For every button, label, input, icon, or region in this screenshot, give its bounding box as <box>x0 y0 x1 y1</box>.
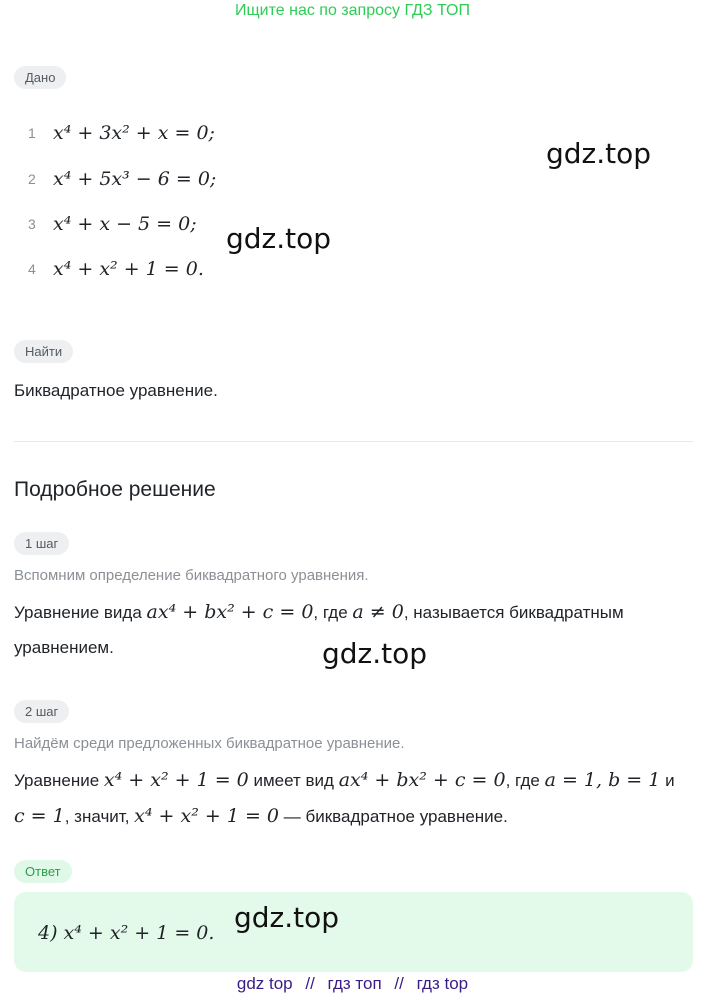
step-2-hint: Найдём среди предложенных биквадратное уравнение. <box>14 735 405 752</box>
given-number: 4 <box>28 261 36 277</box>
equation: a = 1, b = 1 <box>544 769 661 791</box>
given-item-1 <box>28 118 215 148</box>
step-1-line-2: уравнением. <box>14 638 114 657</box>
given-item-4 <box>28 254 204 284</box>
step-1-tag: 1 шаг <box>14 532 69 555</box>
step-text: , где <box>505 771 540 790</box>
given-number: 3 <box>28 216 36 232</box>
equation: ax⁴ + bx² + c = 0 <box>338 769 506 791</box>
watermark: gdz.top <box>234 901 340 934</box>
footer-separator: // <box>305 974 315 993</box>
step-1-hint: Вспомним определение биквадратного уравнения. <box>14 567 369 584</box>
given-number: 1 <box>28 125 36 141</box>
step-text: и <box>665 771 675 790</box>
step-text: — биквадратное уравнение. <box>283 807 508 826</box>
step-text: имеет вид <box>253 771 334 790</box>
equation: x⁴ + x² + 1 = 0. <box>53 258 204 280</box>
footer-link[interactable]: gdz top <box>236 974 293 993</box>
given-tag: Дано <box>14 66 66 89</box>
equation: x⁴ + x − 5 = 0; <box>53 213 197 235</box>
given-item-2 <box>28 164 216 194</box>
step-text: , называется биквадратным <box>403 603 624 622</box>
given-item-3 <box>28 209 197 239</box>
step-text: Уравнение вида <box>14 603 142 622</box>
footer-link[interactable]: гдз топ <box>327 974 382 993</box>
solution-heading: Подробное решение <box>14 478 216 501</box>
step-1-line-1 <box>14 594 694 631</box>
step-text: Уравнение <box>14 771 100 790</box>
equation: x⁴ + x² + 1 = 0 <box>134 805 280 827</box>
watermark: gdz.top <box>546 137 652 170</box>
footer-link[interactable]: гдз top <box>416 974 469 993</box>
watermark: gdz.top <box>322 637 428 670</box>
equation: a ≠ 0 <box>352 601 404 623</box>
step-2-line-1 <box>14 762 704 799</box>
given-number: 2 <box>28 171 36 187</box>
answer-equation: 4) x⁴ + x² + 1 = 0. <box>38 922 215 944</box>
find-text: Биквадратное уравнение. <box>14 381 218 400</box>
answer-box <box>14 892 693 972</box>
footer-links <box>0 974 705 994</box>
equation: x⁴ + 3x² + x = 0; <box>53 122 215 144</box>
equation: x⁴ + x² + 1 = 0 <box>103 769 249 791</box>
equation: c = 1 <box>14 805 65 827</box>
equation: ax⁴ + bx² + c = 0 <box>146 601 314 623</box>
find-tag: Найти <box>14 340 73 363</box>
watermark: gdz.top <box>226 222 332 255</box>
step-2-line-2 <box>14 798 704 835</box>
answer-tag: Ответ <box>14 860 72 883</box>
step-text: , значит, <box>64 807 130 826</box>
equation: x⁴ + 5x³ − 6 = 0; <box>53 168 217 190</box>
footer-separator: // <box>394 974 404 993</box>
step-2-tag: 2 шаг <box>14 700 69 723</box>
step-text: , где <box>313 603 348 622</box>
search-banner: Ищите нас по запросу ГДЗ ТОП <box>235 2 470 19</box>
divider <box>14 441 693 442</box>
